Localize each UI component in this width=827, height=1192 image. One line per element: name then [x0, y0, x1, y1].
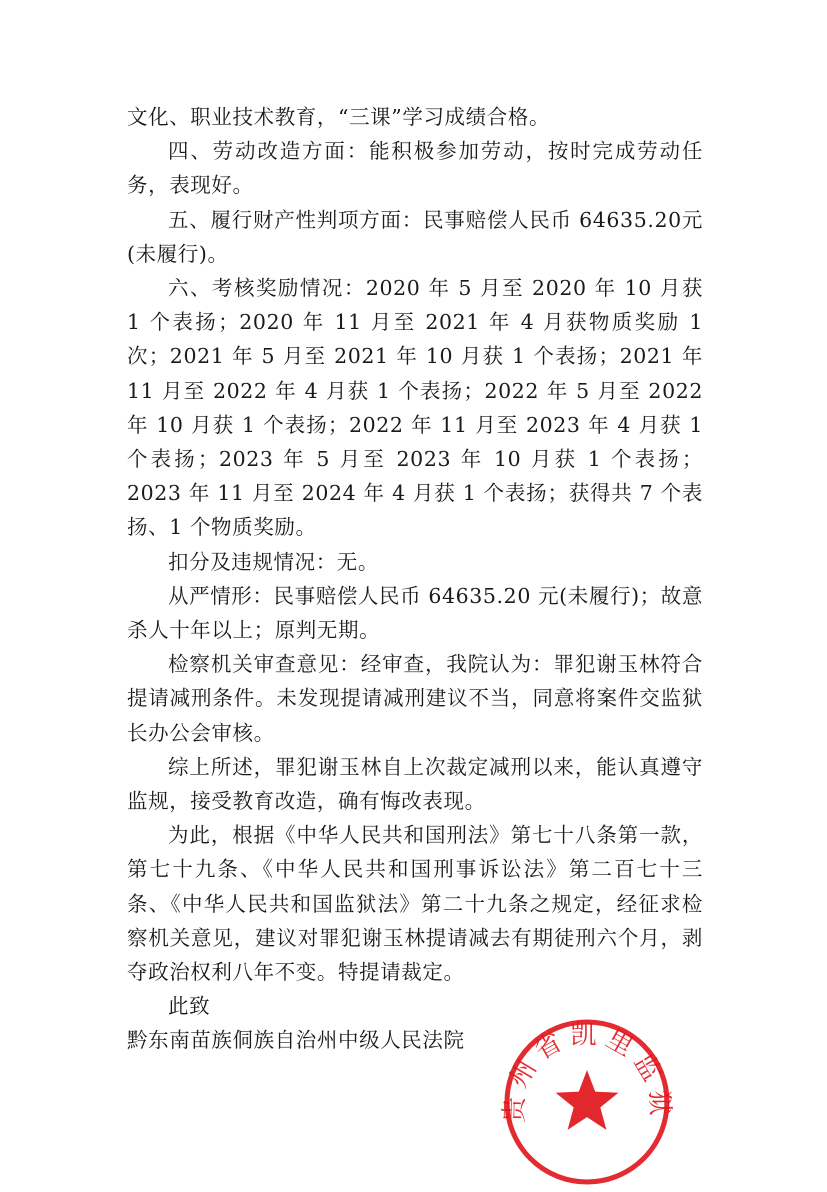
official-seal [497, 1012, 677, 1192]
star-icon [556, 1070, 619, 1130]
paragraph-violations: 扣分及违规情况：无。 [168, 549, 379, 574]
paragraph-strict-circumstances: 从严情形：民事赔偿人民币 64635.20 元(未履行)；故意杀人十年以上；原判无期。 [127, 583, 703, 643]
closing-salutation: 此致 [168, 994, 211, 1019]
paragraph-property-judgment: 五、履行财产性判项方面：民事赔偿人民币 64635.20元(未履行)。 [127, 207, 703, 266]
paragraph-procuratorate-opinion: 检察机关审查意见：经审查，我院认为：罪犯谢玉林符合提请减刑条件。未发现提请减刑建议不当，同意将案件交监狱长办公会审核。 [127, 652, 703, 745]
paragraph-labor-reform: 四、劳动改造方面：能积极参加劳动，按时完成劳动任务，表现好。 [127, 139, 703, 198]
paragraph-rewards: 六、考核奖励情况：2020 年 5 月至 2020 年 10 月获 1 个表扬；2020 年 11 月至 2021 年 4 月获物质奖励 1 次；2021 年 5 月至 2021 年 10 月获 1 个表扬；2021 年 11 月至 2022 年 4 月获 1 个表扬；2022 年 5 月至 2022 年 10 月获 1 个表扬；2022 年 11 月至 2023 年 4 月获 1 个表扬；2023 年 5 月至 2023 年 10 月获 1 个表扬；2023 年 11 月至 2024 年 4 月获 1 个表扬；获得共 7 个表扬、1 个物质奖励。 [127, 276, 703, 540]
paragraph-legal-basis: 为此，根据《中华人民共和国刑法》第七十八条第一款，第七十九条、《中华人民共和国刑事诉讼法》第二百七十三条、《中华人民共和国监狱法》第二十九条之规定，经征求检察机关意见，建议对罪犯谢玉林提请减去有期徒刑六个月，剥夺政治权利八年不变。特提请裁定。 [127, 823, 703, 985]
seal-text: 贵州省凯里监狱 [499, 1020, 675, 1124]
document-body [127, 100, 703, 1058]
paragraph-summary: 综上所述，罪犯谢玉林自上次裁定减刑以来，能认真遵守监规，接受教育改造，确有悔改表现。 [127, 754, 703, 814]
paragraph-education: 文化、职业技术教育，“三课”学习成绩合格。 [127, 105, 551, 129]
recipient-court: 黔东南苗族侗族自治州中级人民法院 [127, 1028, 465, 1053]
